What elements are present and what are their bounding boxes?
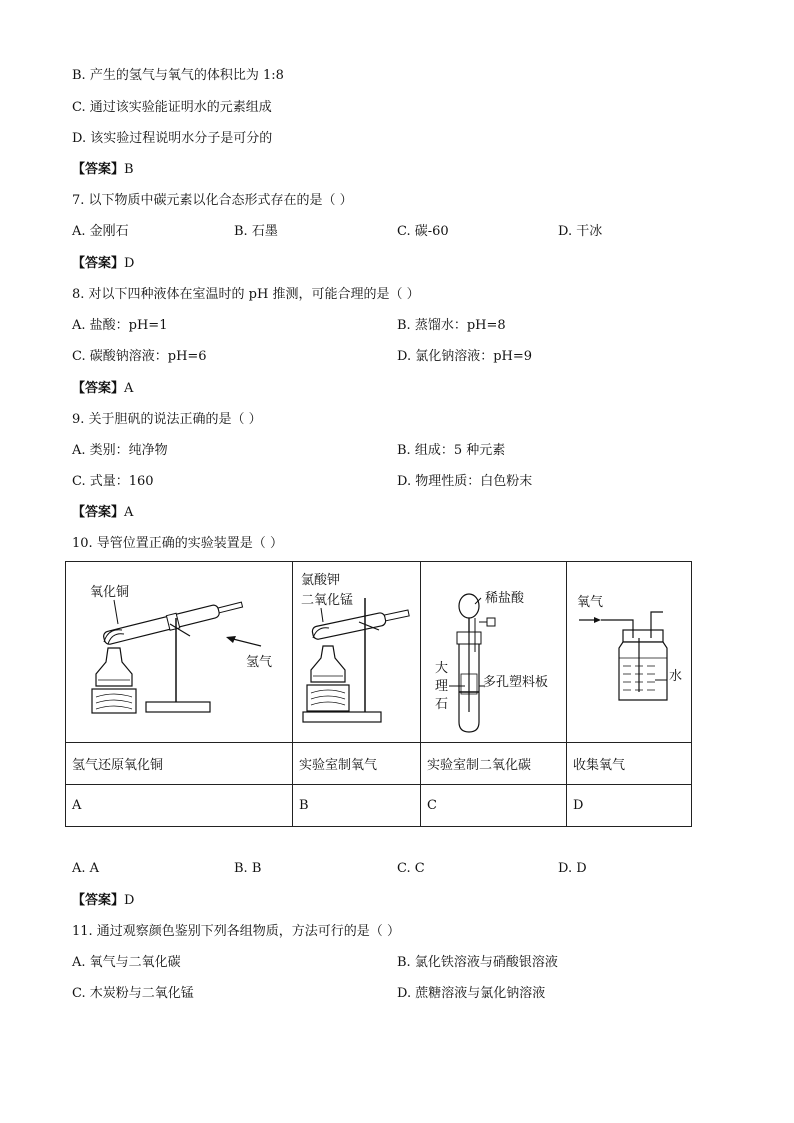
answer-tag: 【答案】 <box>72 381 125 396</box>
label-oxygen: 氧气 <box>577 595 604 610</box>
label-potassium-chlorate: 氯酸钾 <box>301 573 341 588</box>
answer-value: A <box>124 381 134 396</box>
q9-option-c: C. 式量：160 <box>72 474 154 489</box>
oxygen-preparation-apparatus <box>293 562 419 738</box>
label-dilute-hcl: 稀盐酸 <box>485 591 525 606</box>
q6-option-c: C. 通过该实验能证明水的元素组成 <box>72 100 272 115</box>
q9-option-b: B. 组成：5 种元素 <box>397 443 506 458</box>
q9-option-d: D. 物理性质：白色粉末 <box>397 474 533 489</box>
apparatus-name-a: 氢气还原氧化铜 <box>66 743 293 785</box>
q11-option-c: C. 木炭粉与二氧化锰 <box>72 986 194 1001</box>
q10-answer <box>72 892 134 910</box>
q6-option-d: D. 该实验过程说明水分子是可分的 <box>72 131 273 146</box>
q11-stem: 11. 通过观察颜色鉴别下列各组物质，方法可行的是（ ） <box>72 924 400 939</box>
label-hydrogen: 氢气 <box>246 655 273 670</box>
apparatus-letter-a: A <box>66 785 293 827</box>
label-li: 理 <box>435 679 449 694</box>
answer-value: D <box>124 893 135 908</box>
q6-option-b: B. 产生的氢气与氧气的体积比为 1:8 <box>72 68 284 83</box>
q7-option-a: A. 金刚石 <box>72 224 129 239</box>
label-water: 水 <box>669 669 683 684</box>
q11-option-a: A. 氧气与二氧化碳 <box>72 955 181 970</box>
hydrogen-reduction-apparatus <box>66 562 291 738</box>
apparatus-c-cell <box>421 562 567 743</box>
q10-option-d: D. D <box>558 861 587 876</box>
answer-value: D <box>124 256 135 271</box>
answer-tag: 【答案】 <box>72 505 125 520</box>
q11-option-d: D. 蔗糖溶液与氯化钠溶液 <box>397 986 546 1001</box>
apparatus-d-cell <box>567 562 692 743</box>
q8-stem: 8. 对以下四种液体在室温时的 pH 推测，可能合理的是（ ） <box>72 287 420 302</box>
apparatus-letter-c: C <box>421 785 567 827</box>
answer-tag: 【答案】 <box>72 893 125 908</box>
apparatus-b-cell <box>293 562 421 743</box>
q6-answer <box>72 161 134 179</box>
apparatus-table <box>65 561 692 827</box>
q9-option-a: A. 类别：纯净物 <box>72 443 168 458</box>
apparatus-letter-b: B <box>293 785 421 827</box>
apparatus-letter-d: D <box>567 785 692 827</box>
carbon-dioxide-apparatus <box>421 562 565 738</box>
answer-tag: 【答案】 <box>72 256 125 271</box>
label-da: 大 <box>435 661 449 676</box>
q11-option-b: B. 氯化铁溶液与硝酸银溶液 <box>397 955 558 970</box>
label-copper-oxide: 氧化铜 <box>90 585 130 600</box>
q7-option-c: C. 碳-60 <box>397 224 449 239</box>
q7-option-d: D. 干冰 <box>558 224 603 239</box>
q10-option-c: C. C <box>397 861 425 876</box>
q7-option-b: B. 石墨 <box>234 224 278 239</box>
apparatus-name-c: 实验室制二氧化碳 <box>421 743 567 785</box>
label-porous-board: 多孔塑料板 <box>483 675 549 690</box>
q8-option-d: D. 氯化钠溶液：pH=9 <box>397 349 533 364</box>
apparatus-name-b: 实验室制氧气 <box>293 743 421 785</box>
q8-option-b: B. 蒸馏水：pH=8 <box>397 318 506 333</box>
q8-option-c: C. 碳酸钠溶液：pH=6 <box>72 349 207 364</box>
q9-answer <box>72 504 133 522</box>
label-shi: 石 <box>435 697 449 712</box>
apparatus-name-d: 收集氧气 <box>567 743 692 785</box>
q10-option-b: B. B <box>234 861 262 876</box>
oxygen-collection-apparatus <box>567 562 690 738</box>
q8-option-a: A. 盐酸：pH=1 <box>72 318 168 333</box>
label-manganese-dioxide: 二氧化锰 <box>301 593 354 608</box>
answer-tag: 【答案】 <box>72 162 125 177</box>
q10-stem: 10. 导管位置正确的实验装置是（ ） <box>72 536 283 551</box>
q8-answer <box>72 380 133 398</box>
apparatus-a-cell <box>66 562 293 743</box>
q10-option-a: A. A <box>72 861 100 876</box>
q7-answer <box>72 255 134 273</box>
answer-value: A <box>124 505 134 520</box>
q9-stem: 9. 关于胆矾的说法正确的是（ ） <box>72 412 262 427</box>
answer-value: B <box>124 162 134 177</box>
q7-stem: 7. 以下物质中碳元素以化合态形式存在的是（ ） <box>72 193 353 208</box>
